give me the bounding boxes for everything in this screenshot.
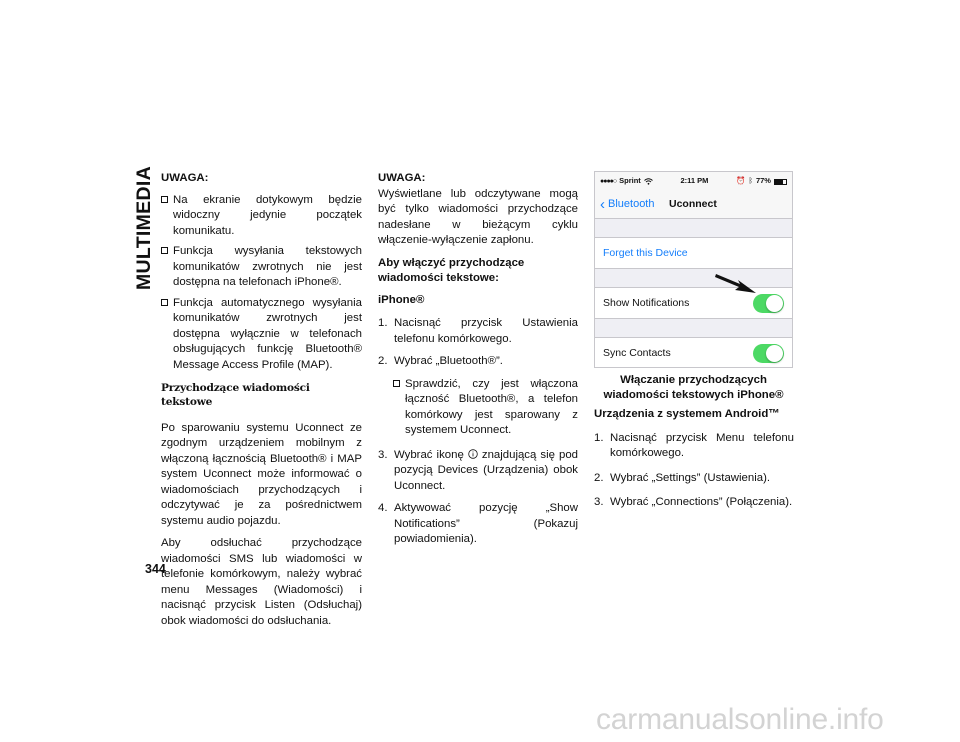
bullet-item: Na ekranie dotykowym będzie widoczny jedynie początek komunikatu. <box>161 193 362 240</box>
paragraph: Po sparowaniu systemu Uconnect ze zgodnym urządzeniem mobilnym z włączoną łącznością Bluetooth® i MAP system Uconnect może informować o wiadomościach przychodzących i odczytywać je za pośrednictwem systemu audio pojazdu. <box>161 421 362 527</box>
alarm-icon: ⏰ <box>736 176 746 186</box>
watermark: carmanualsonline.info <box>596 703 884 736</box>
checkbox-bullet-icon <box>161 196 168 203</box>
info-icon <box>468 449 478 459</box>
checkbox-bullet-icon <box>161 247 168 254</box>
column-1 <box>161 171 362 636</box>
show-notifications-row: Show Notifications <box>595 288 792 319</box>
signal-strength-icon: ●●●●○ <box>600 177 617 185</box>
wifi-icon <box>644 178 653 185</box>
note-bullets <box>161 193 362 374</box>
bullet-item: Funkcja automatycznego wysyłania komunikatów zwrotnych jest dostępna wyłącznie w telefonach obsługujących funkcję Bluetooth® Message Access Profile (MAP). <box>161 296 362 374</box>
phone-status-bar <box>595 172 792 191</box>
pointer-arrow-icon <box>715 271 757 297</box>
iphone-heading: iPhone® <box>378 293 425 306</box>
iphone-steps-continued <box>378 448 578 548</box>
sub-bullets <box>393 377 578 439</box>
step-item: 2. Wybrać „Settings” (Ustawienia). <box>594 471 771 484</box>
sync-contacts-row: Sync Contacts <box>595 338 792 368</box>
enable-heading: Aby włączyć przychodzące wiadomości tekstowe: <box>378 256 525 284</box>
bullet-item: Sprawdzić, czy jest włączona łączność Bluetooth®, a telefon komórkowy jest sparowany z systemem Uconnect. <box>393 377 578 439</box>
step-item: 3. Wybrać „Connections” (Połączenia). <box>594 496 793 508</box>
android-steps <box>594 431 794 511</box>
page-number: 344 <box>145 562 166 576</box>
step-item: 2. Wybrać „Bluetooth®”. <box>378 355 503 367</box>
step-item: 1. Nacisnąć przycisk Ustawienia telefonu komórkowego. <box>378 317 578 345</box>
iphone-bluetooth-screenshot <box>594 171 793 368</box>
bullet-item: Funkcja wysyłania tekstowych komunikatów zwrotnych nie jest dostępna na telefonach iPhone®. <box>161 244 362 291</box>
sync-contacts-toggle[interactable] <box>753 344 784 363</box>
step-item: 3. Wybrać ikonę znajdującą się pod pozycją Devices (Urządzenia) obok Uconnect. <box>378 448 578 492</box>
bluetooth-icon: ᛒ <box>748 176 753 186</box>
section-gap <box>595 269 792 288</box>
step-item: 4. Aktywować pozycję „Show Notifications” (Pokazuj powiadomienia). <box>378 502 578 545</box>
note-text: Wyświetlane lub odczytywane mogą być tylko wiadomości przychodzące nadesłane w bieżącym cyklu włączenie-wyłączenie zapłonu. <box>378 187 578 246</box>
note-heading: UWAGA: <box>378 172 426 184</box>
column-2 <box>378 171 578 555</box>
step-item: 1. Nacisnąć przycisk Menu telefonu komórkowego. <box>594 431 794 459</box>
note-heading: UWAGA: <box>161 172 209 184</box>
figure-caption: Włączanie przychodzących wiadomości tekstowych iPhone® <box>603 374 784 402</box>
battery-icon <box>774 179 787 185</box>
carrier-label: Sprint <box>619 176 641 186</box>
checkbox-bullet-icon <box>161 299 168 306</box>
checkbox-bullet-icon <box>393 380 400 387</box>
back-label: Bluetooth <box>608 198 655 211</box>
forget-device-row[interactable]: Forget this Device <box>595 238 792 269</box>
show-notifications-toggle[interactable] <box>753 294 784 313</box>
section-gap <box>595 319 792 338</box>
time-label: 2:11 PM <box>680 176 709 186</box>
column-3-text <box>594 407 794 518</box>
paragraph: Aby odsłuchać przychodzące wiadomości SMS lub wiadomości w telefonie komórkowym, należy wybrać menu Messages (Wiadomości) i nacisnąć przycisk Listen (Odsłuchaj) obok wiadomości do odsłuchania. <box>161 537 362 627</box>
back-button[interactable] <box>600 197 654 212</box>
section-heading: Przychodzące wiadomości tekstowe <box>161 382 310 409</box>
chevron-left-icon: ‹ <box>600 196 605 213</box>
android-heading: Urządzenia z systemem Android™ <box>594 408 780 420</box>
phone-nav-bar <box>595 191 792 219</box>
iphone-steps <box>378 316 578 370</box>
nav-title: Uconnect <box>669 198 717 211</box>
section-gap <box>595 219 792 238</box>
section-side-label: MULTIMEDIA <box>133 166 155 290</box>
battery-percent: 77% <box>755 176 771 186</box>
